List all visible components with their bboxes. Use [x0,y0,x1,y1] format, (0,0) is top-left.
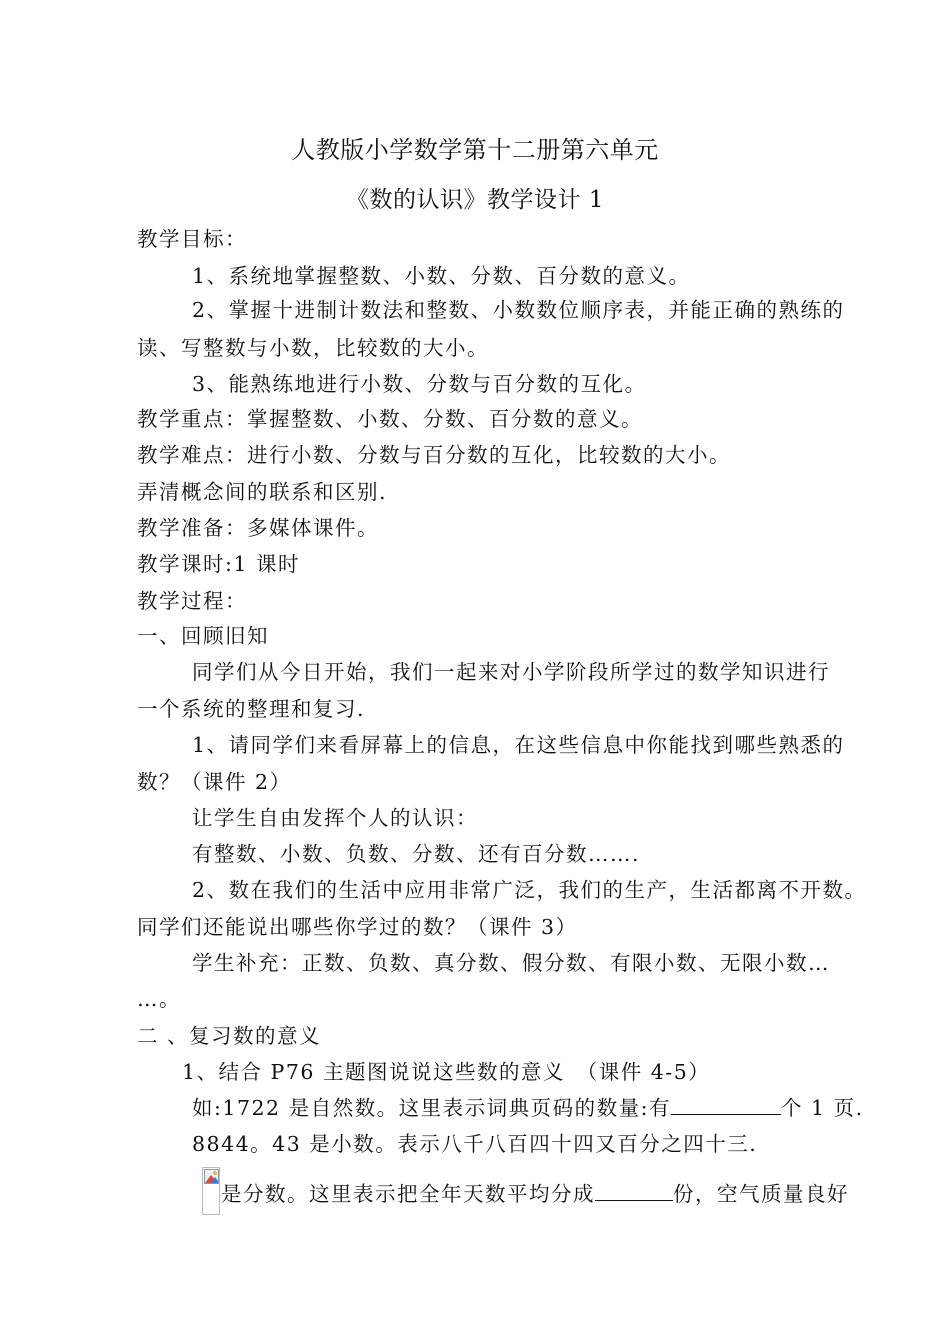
goal-2-line-2: 读、写整数与小数，比较数的大小。 [137,336,489,360]
goal-1: 1、系统地掌握整数、小数、分数、百分数的意义。 [192,264,691,288]
paragraph-2-text-after: 个 1 页. [781,1096,864,1120]
section-1-paragraph-5-line-2: 同学们还能说出哪些你学过的数？（课件 3） [137,915,578,939]
section-2-paragraph-1: 1、结合 P76 主题图说说这些数的意义 （课件 4-5） [182,1060,711,1084]
goal-2-line-1: 2、掌握十进制计数法和整数、小数数位顺序表，并能正确的熟练的 [192,298,845,322]
section-1-paragraph-2-line-1: 1、请同学们来看屏幕上的信息，在这些信息中你能找到哪些熟悉的 [192,733,845,757]
fraction-image-placeholder-icon [204,1169,219,1184]
document-subtitle: 《数的认识》教学设计 1 [346,187,604,213]
process-heading: 教学过程： [137,589,247,613]
section-2-paragraph-4 [221,1180,861,1208]
fill-in-blank [595,1180,673,1201]
goal-3: 3、能熟练地进行小数、分数与百分数的互化。 [192,372,647,396]
section-1-heading: 一、回顾旧知 [137,624,269,648]
difficulty-line-2: 弄清概念间的联系和区别. [137,480,388,504]
section-2-paragraph-2 [192,1094,862,1122]
difficulty-line-1: 教学难点：进行小数、分数与百分数的互化，比较数的大小。 [137,443,731,467]
section-1-paragraph-1-line-1: 同学们从今日开始，我们一起来对小学阶段所学过的数学知识进行 [192,660,830,684]
section-1-paragraph-6-line-1: 学生补充：正数、负数、真分数、假分数、有限小数、无限小数… [192,951,830,975]
paragraph-4-text-after: 份，空气质量良好 [673,1182,849,1206]
document-title: 人教版小学数学第十二册第六单元 [291,136,659,164]
paragraph-2-text-before: 如:1722 是自然数。这里表示词典页码的数量:有 [192,1096,671,1120]
section-1-paragraph-5-line-1: 2、数在我们的生活中应用非常广泛，我们的生产，生活都离不开数。 [192,878,867,902]
section-1-paragraph-1-line-2: 一个系统的整理和复习. [137,697,366,721]
preparation: 教学准备：多媒体课件。 [137,516,379,540]
broken-image-icon [202,1167,220,1215]
section-1-paragraph-2-line-2: 数？（课件 2） [137,770,292,794]
section-2-paragraph-3: 8844。43 是小数。表示八千八百四十四又百分之四十三. [192,1132,758,1156]
class-period: 教学课时:1 课时 [137,552,300,576]
paragraph-4-text-before: 是分数。这里表示把全年天数平均分成 [221,1182,595,1206]
goals-heading: 教学目标： [137,227,247,251]
section-2-heading: 二 、复习数的意义 [137,1024,322,1048]
key-point: 教学重点：掌握整数、小数、分数、百分数的意义。 [137,407,643,431]
fill-in-blank [671,1094,781,1115]
section-1-paragraph-6-line-2: …。 [137,987,181,1011]
section-1-paragraph-4: 有整数、小数、负数、分数、还有百分数……. [192,842,641,866]
section-1-paragraph-3: 让学生自由发挥个人的认识： [192,806,478,830]
